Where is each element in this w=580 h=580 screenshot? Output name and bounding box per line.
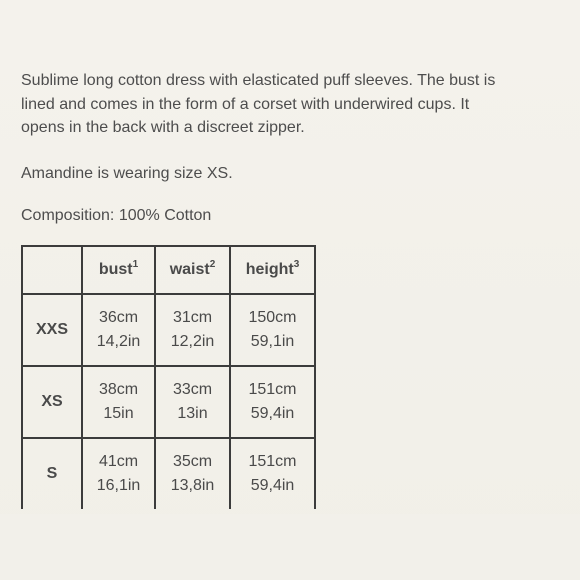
value-in: 15in xyxy=(103,405,134,422)
value-cm: 31cm xyxy=(172,309,213,326)
composition-note: Composition: 100% Cotton xyxy=(21,207,212,224)
value-cm: 41cm xyxy=(98,453,139,470)
waist-cell xyxy=(155,366,230,438)
header-cell-empty xyxy=(22,246,82,294)
value-cm: 38cm xyxy=(98,381,139,398)
footnote-marker: 1 xyxy=(132,259,139,270)
waist-cell xyxy=(155,294,230,366)
product-description xyxy=(21,69,561,140)
value-cm: 33cm xyxy=(172,381,213,398)
header-cell-height xyxy=(230,246,315,294)
bust-cell xyxy=(82,366,155,438)
header-label: waist xyxy=(169,261,210,278)
header-label: height xyxy=(245,261,294,278)
value-in: 16,1in xyxy=(96,477,141,494)
height-cell xyxy=(230,294,315,366)
model-size-note: Amandine is wearing size XS. xyxy=(21,165,233,182)
footnote-marker: 2 xyxy=(209,259,216,270)
value-in: 59,1in xyxy=(250,333,295,350)
value-cm: 151cm xyxy=(248,381,297,398)
description-line: opens in the back with a discreet zipper. xyxy=(21,119,305,136)
size-label: XXS xyxy=(22,294,82,366)
bust-cell xyxy=(82,294,155,366)
size-chart-table xyxy=(21,245,316,509)
waist-cell xyxy=(155,438,230,509)
size-chart-header-row xyxy=(22,246,315,294)
value-cm: 35cm xyxy=(172,453,213,470)
header-cell-bust xyxy=(82,246,155,294)
page-bottom-margin xyxy=(0,514,580,580)
height-cell xyxy=(230,438,315,509)
value-in: 13in xyxy=(177,405,208,422)
bust-cell xyxy=(82,438,155,509)
table-row xyxy=(22,438,315,509)
value-in: 14,2in xyxy=(96,333,141,350)
height-cell xyxy=(230,366,315,438)
value-in: 13,8in xyxy=(170,477,215,494)
value-in: 59,4in xyxy=(250,405,295,422)
value-in: 12,2in xyxy=(170,333,215,350)
table-row xyxy=(22,366,315,438)
value-in: 59,4in xyxy=(250,477,295,494)
table-row xyxy=(22,294,315,366)
footnote-marker: 3 xyxy=(293,259,300,270)
size-label: XS xyxy=(22,366,82,438)
size-label: S xyxy=(22,438,82,509)
header-cell-waist xyxy=(155,246,230,294)
header-label: bust xyxy=(98,261,133,278)
value-cm: 36cm xyxy=(98,309,139,326)
value-cm: 150cm xyxy=(248,309,297,326)
description-line: lined and comes in the form of a corset with underwired cups. It xyxy=(21,95,470,113)
description-line: Sublime long cotton dress with elasticated puff sleeves. The bust is xyxy=(21,72,496,89)
value-cm: 151cm xyxy=(248,453,297,470)
